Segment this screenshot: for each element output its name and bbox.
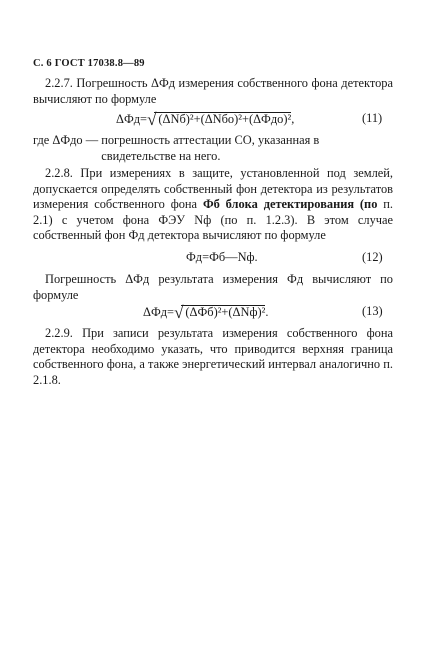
radical-sign: √ xyxy=(174,303,184,322)
formula-13 xyxy=(143,303,268,323)
equation-number-12: (12) xyxy=(362,250,383,264)
paragraph-2-2-8-bold: Фб блока детектирования (по xyxy=(202,197,378,212)
note-text: погрешность аттестации СО, указанная в свидетельстве на него. xyxy=(101,133,320,163)
equation-number-13: (13) xyxy=(362,304,383,318)
paragraph-2-2-8-a: 2.2.8. При измерениях в защите, установленной под землей, допускается определять собственный фон детектора из результатов измерения собственного фона xyxy=(33,166,393,212)
formula-12: Фд=Фб—Nф. xyxy=(186,250,258,264)
paragraph-2-2-9: 2.2.9. При записи результата измерения собственного фона детектора необходимо указать, что приводится верхняя граница собственного фона, а также энергетический интервал аналогично п. 2.1.8. xyxy=(33,326,393,387)
formula-13-radicand: (ΔФб)²+(ΔNф)² xyxy=(181,305,265,320)
paragraph-pogreshnost: Погрешность ΔФд результата измерения Фд вычисляют по формуле xyxy=(33,272,393,302)
formula-11-radicand: (ΔNб)²+(ΔNбо)²+(ΔФдо)² xyxy=(154,112,291,127)
paragraph-2-2-7: 2.2.7. Погрешность ΔФд измерения собственного фона детектора вычисляют по формуле xyxy=(33,76,393,106)
equation-number-11: (11) xyxy=(362,111,383,125)
paragraph-2-2-8-b: п. 2.1) с учетом фона ФЭУ Nф (по п. 1.2.3). В этом случае собственный фон Фд детектора вычисляют по формуле xyxy=(33,197,393,243)
formula-13-tail: . xyxy=(265,305,269,319)
formula-13-lhs: ΔФд= xyxy=(143,305,175,319)
radical-sign: √ xyxy=(147,110,157,129)
note-where xyxy=(33,133,393,164)
formula-11-lhs: ΔФд= xyxy=(116,112,148,126)
note-lead: где ΔФдо — xyxy=(33,133,102,147)
formula-11 xyxy=(116,110,294,130)
page-header: С. 6 ГОСТ 17038.8—89 xyxy=(33,58,145,69)
paragraph-2-2-8 xyxy=(33,166,393,244)
formula-11-tail: , xyxy=(291,112,295,126)
